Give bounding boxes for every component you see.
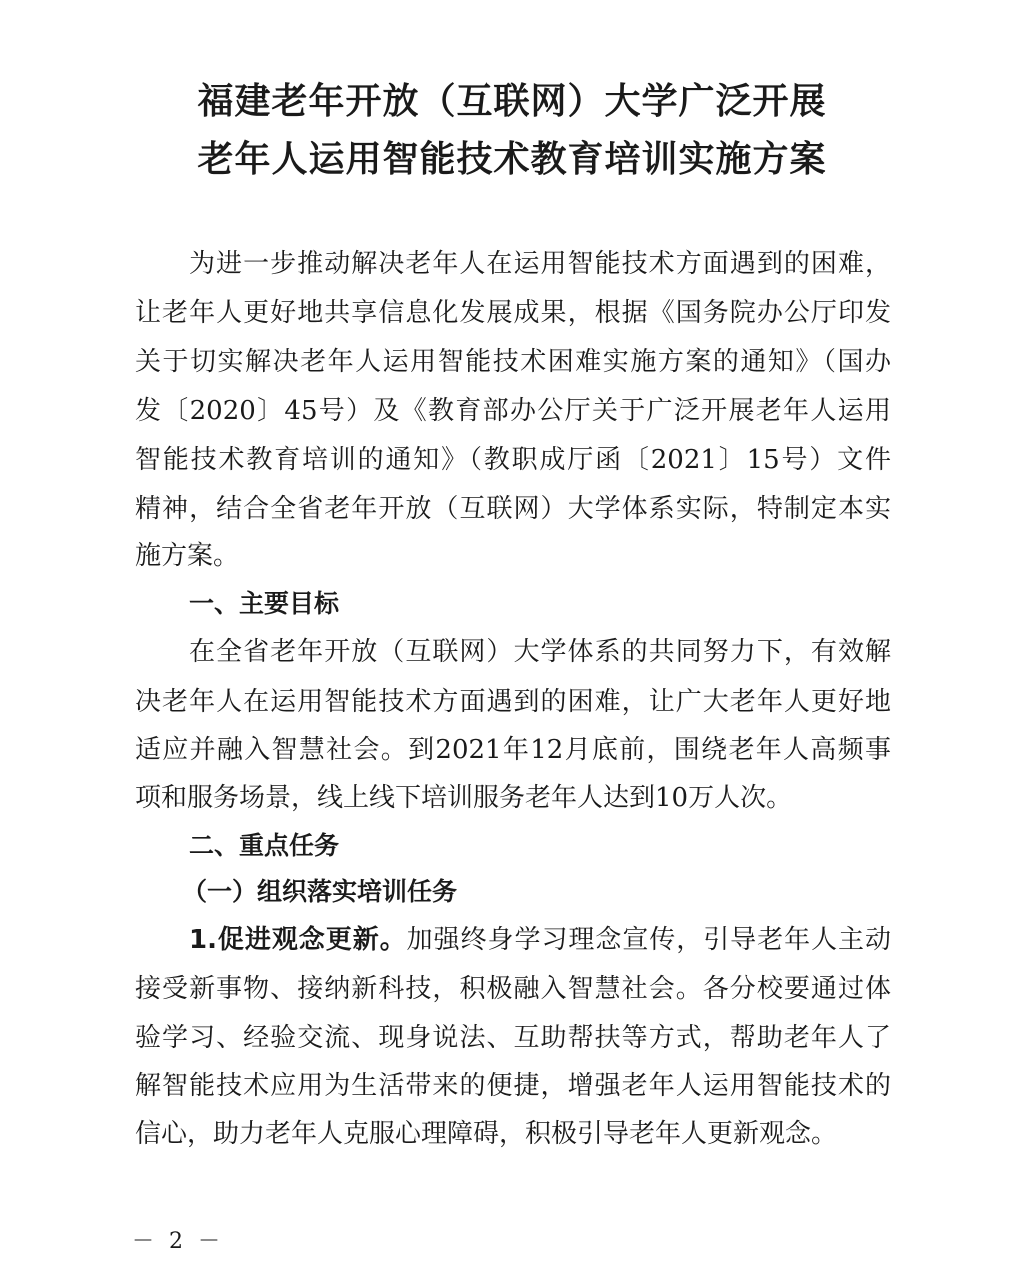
item1-lead: 1.促进观念更新。 [189, 925, 407, 955]
intro-line: 为进一步推动解决老年人在运用智能技术方面遇到的困难， [189, 249, 891, 279]
section1-line: 适应并融入智慧社会。到2021年12月底前，围绕老年人高频事 [135, 735, 891, 765]
section1-line: 决老年人在运用智能技术方面遇到的困难，让广大老年人更好地 [135, 687, 891, 717]
item1-text: 加强终身学习理念宣传，引导老年人主动 [406, 925, 891, 955]
intro-line: 关于切实解决老年人运用智能技术困难实施方案的通知》（国办 [135, 347, 891, 377]
item1-line: 验学习、经验交流、现身说法、互助帮扶等方式，帮助老年人了 [135, 1023, 891, 1053]
section-heading-key-tasks: 二、重点任务 [189, 831, 340, 860]
intro-line: 让老年人更好地共享信息化发展成果，根据《国务院办公厅印发 [135, 298, 891, 328]
intro-line: 智能技术教育培训的通知》（教职成厅函〔2021〕15号）文件 [135, 445, 891, 475]
document-title-line-2: 老年人运用智能技术教育培训实施方案 [197, 139, 827, 180]
subsection-heading-training-tasks: （一）组织落实培训任务 [182, 877, 458, 906]
item1-line: 信心，助力老年人克服心理障碍，积极引导老年人更新观念。 [135, 1119, 838, 1149]
section1-line: 项和服务场景，线上线下培训服务老年人达到10万人次。 [135, 783, 793, 813]
document-title-line-1: 福建老年开放（互联网）大学广泛开展 [197, 81, 827, 122]
item1-line: 接受新事物、接纳新科技，积极融入智慧社会。各分校要通过体 [135, 974, 891, 1004]
item1-line: 解智能技术应用为生活带来的便捷，增强老年人运用智能技术的 [135, 1071, 891, 1101]
page-number: － 2 － [132, 1229, 224, 1254]
item1-first-line [189, 922, 891, 958]
section1-line: 在全省老年开放（互联网）大学体系的共同努力下，有效解 [189, 637, 891, 667]
intro-line: 发〔2020〕45号）及《教育部办公厅关于广泛开展老年人运用 [135, 396, 891, 426]
intro-line: 施方案。 [135, 541, 240, 571]
intro-line: 精神，结合全省老年开放（互联网）大学体系实际，特制定本实 [135, 494, 891, 524]
section-heading-main-goals: 一、主要目标 [189, 589, 340, 618]
